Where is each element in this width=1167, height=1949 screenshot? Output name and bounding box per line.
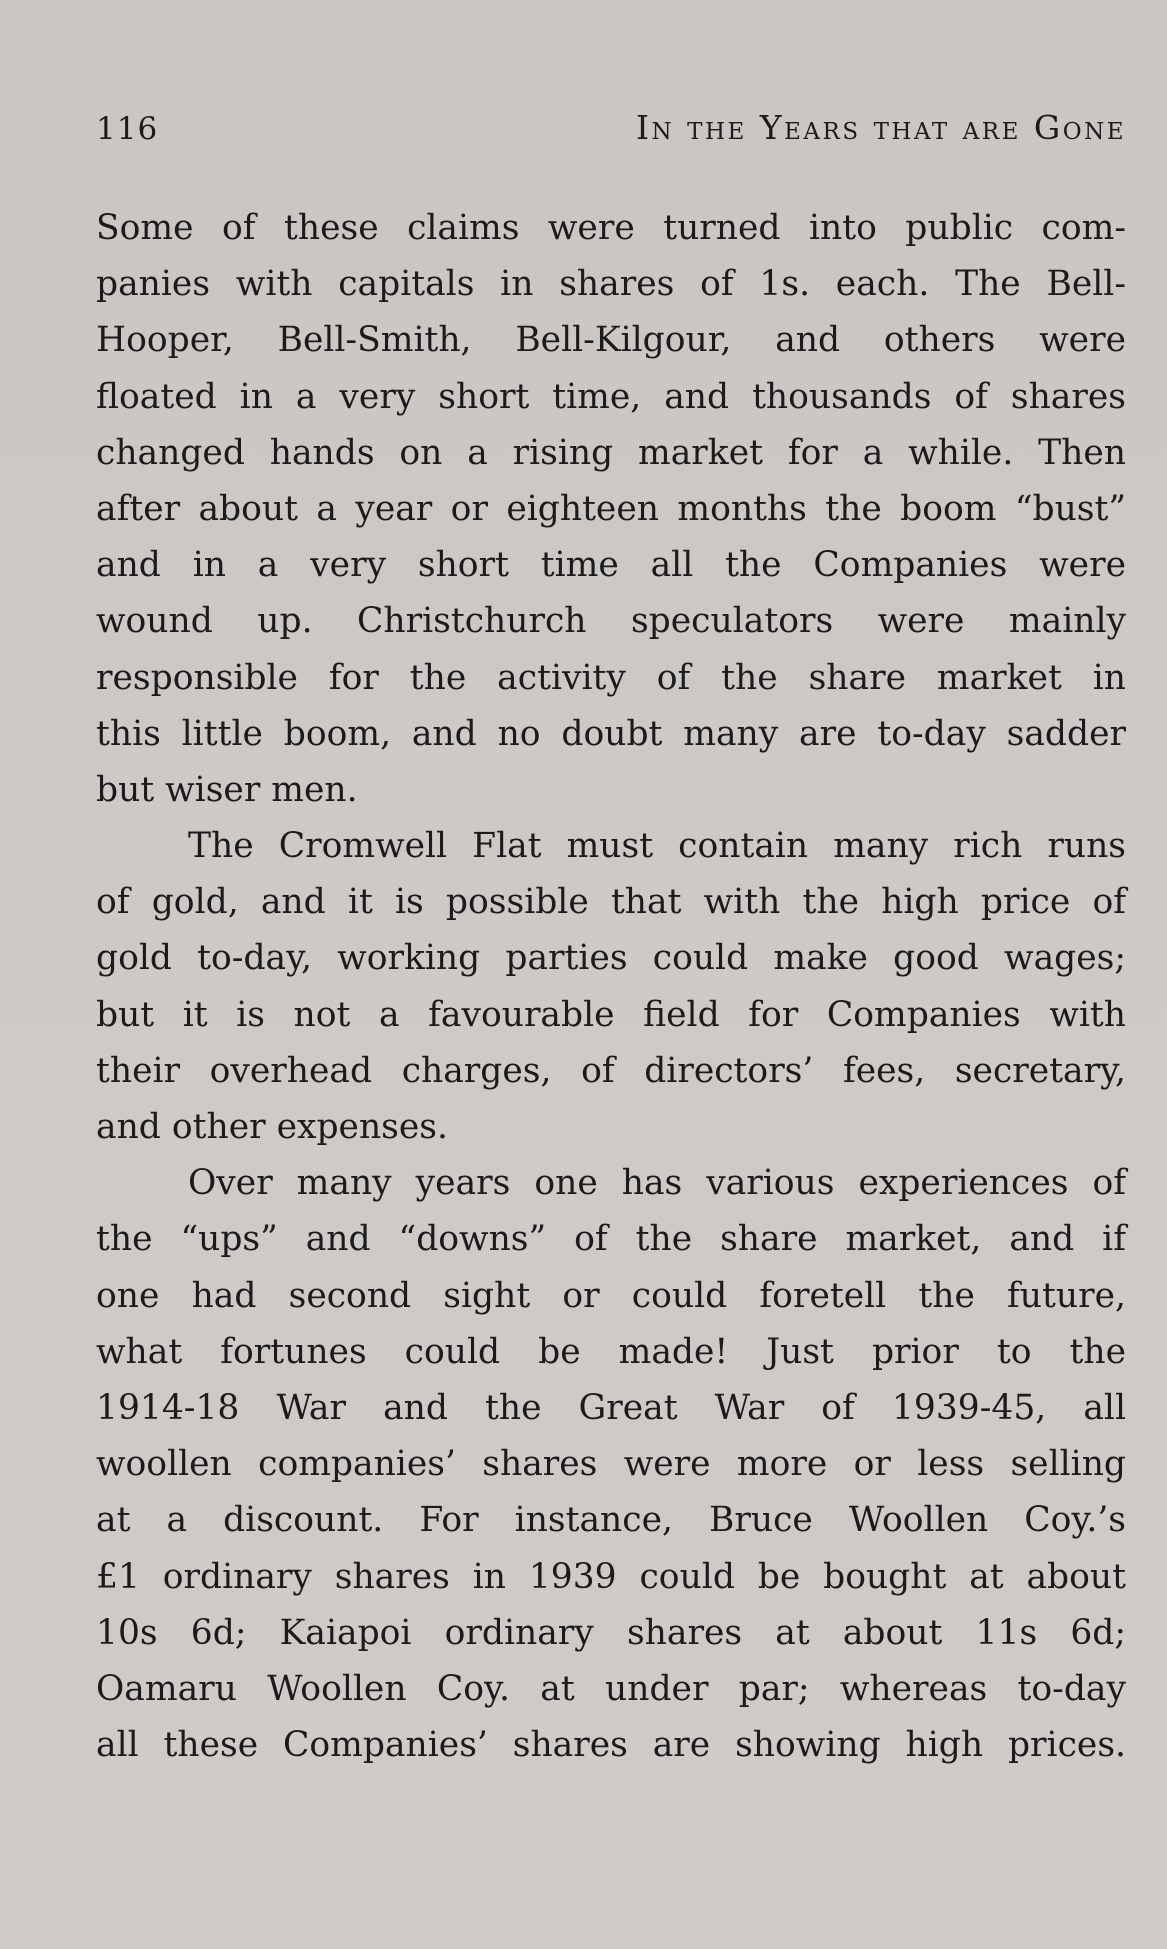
text-line: all these Companies’ shares are showing high prices.: [96, 1725, 1126, 1766]
paragraph-2: [96, 818, 1126, 1155]
text-line: this little boom, and no doubt many are to-day sadder: [96, 713, 1126, 754]
text-line: £1 ordinary shares in 1939 could be bought at about: [96, 1556, 1126, 1597]
text-line: 10s 6d; Kaiapoi ordinary shares at about 11s 6d;: [96, 1612, 1126, 1653]
running-head: [96, 108, 1126, 158]
body-text: [96, 200, 1126, 1773]
text-line: changed hands on a rising market for a while. Then: [96, 432, 1126, 473]
text-line: The Cromwell Flat must contain many rich runs: [188, 826, 1126, 867]
text-line: at a discount. For instance, Bruce Woollen Coy.’s: [96, 1500, 1126, 1541]
paragraph-3: [96, 1155, 1126, 1773]
text-line: their overhead charges, of directors’ fees, secretary,: [96, 1050, 1126, 1091]
text-line: after about a year or eighteen months the boom “bust”: [96, 488, 1126, 529]
paragraph-1: [96, 200, 1126, 818]
text-line: gold to-day, working parties could make good wages;: [96, 938, 1126, 979]
text-line: of gold, and it is possible that with the high price of: [96, 882, 1126, 923]
text-line: what fortunes could be made! Just prior to the: [96, 1331, 1126, 1372]
text-line: and other expenses.: [96, 1107, 448, 1147]
text-line: the “ups” and “downs” of the share market, and if: [96, 1219, 1126, 1260]
text-line: panies with capitals in shares of 1s. each. The Bell-: [96, 264, 1126, 305]
text-line: but wiser men.: [96, 769, 358, 810]
text-line: woollen companies’ shares were more or less selling: [96, 1444, 1126, 1485]
text-line: Oamaru Woollen Coy. at under par; whereas to-day: [96, 1668, 1126, 1709]
text-line: Over many years one has various experiences of: [188, 1163, 1126, 1204]
text-line: one had second sight or could foretell the future,: [96, 1275, 1126, 1316]
running-title: In the Years that are Gone: [636, 108, 1126, 147]
text-line: Hooper, Bell-Smith, Bell-Kilgour, and others were: [96, 320, 1126, 361]
text-line: wound up. Christchurch speculators were mainly: [96, 601, 1126, 642]
text-line: but it is not a favourable field for Companies with: [96, 994, 1126, 1035]
text-line: responsible for the activity of the share market in: [96, 657, 1126, 698]
text-line: floated in a very short time, and thousands of shares: [96, 376, 1126, 417]
page-number: 116: [96, 111, 159, 147]
text-line: 1914-18 War and the Great War of 1939-45, all: [96, 1387, 1126, 1428]
text-line: and in a very short time all the Companies were: [96, 545, 1126, 586]
text-line: Some of these claims were turned into public com-: [96, 208, 1126, 248]
